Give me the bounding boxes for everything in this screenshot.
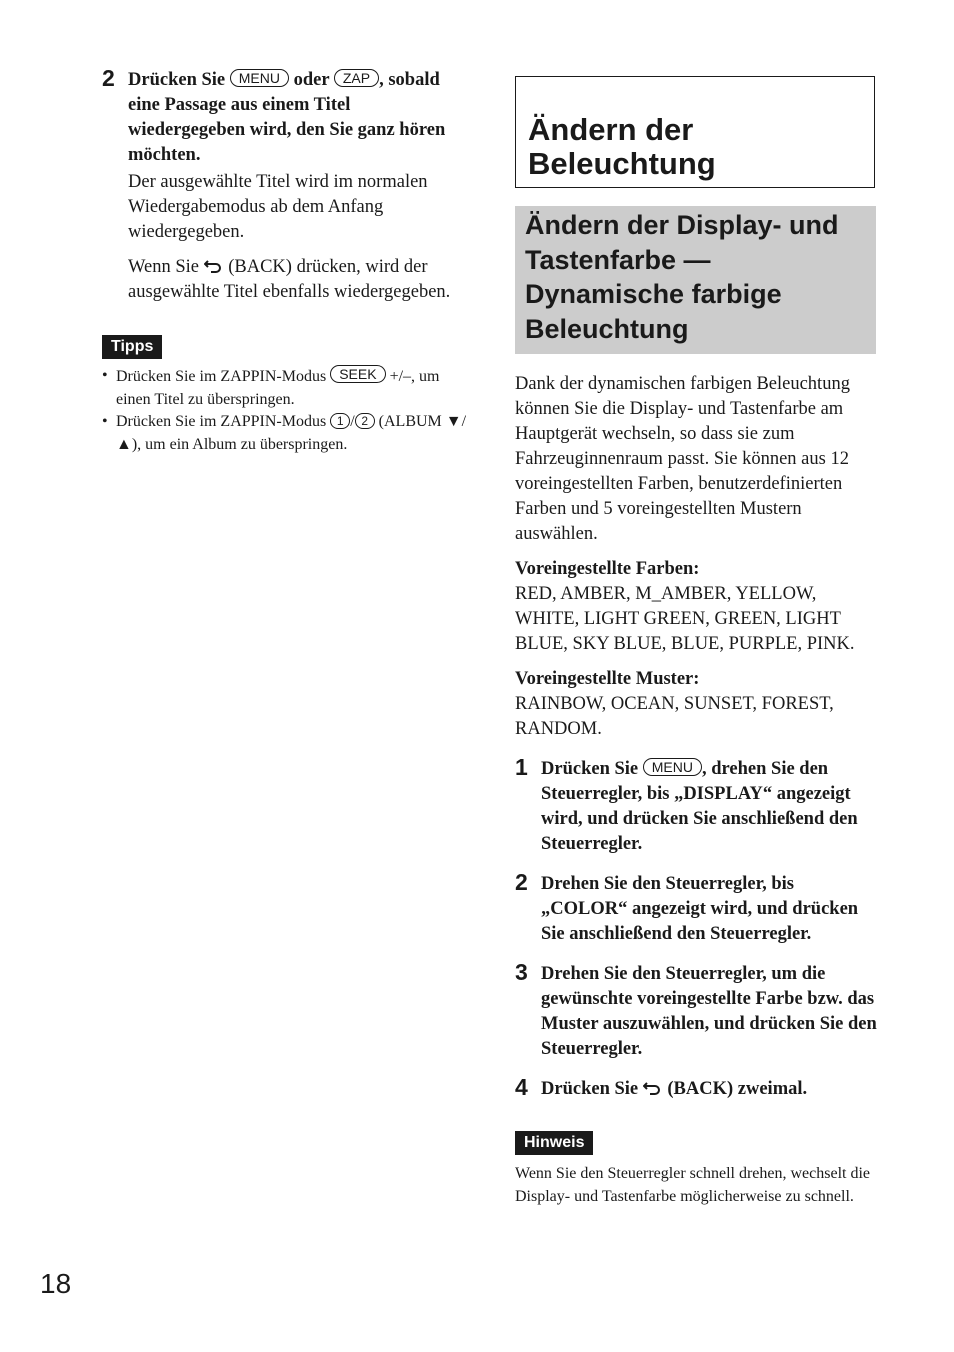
step-number: 2 — [515, 869, 528, 895]
back-icon — [643, 1080, 663, 1096]
tips-label: Tipps — [102, 335, 162, 359]
list-item: • Drücken Sie im ZAPPIN-Modus SEEK +/–, um einen Titel zu überspringen. — [102, 365, 472, 411]
page-title: Ändern der Beleuchtung — [528, 112, 716, 181]
menu-key-icon: MENU — [230, 69, 289, 87]
step-2-body: Der ausgewählte Titel wird im normalen Wiedergabemodus ab dem Anfang wiedergegeben. — [128, 172, 428, 242]
section-heading-band — [515, 206, 876, 354]
step-number: 3 — [515, 959, 528, 985]
note-section — [515, 1131, 877, 1208]
step-2: 2 Drehen Sie den Steuerregler, bis „COLOR“ angezeigt wird, und drücken Sie anschließend den Steuerregler. — [515, 869, 859, 944]
section-title: Ändern der Display- und Tastenfarbe — Dynamische farbige Beleuchtung — [525, 210, 839, 344]
note-label: Hinweis — [515, 1131, 593, 1155]
tips-list — [102, 365, 472, 456]
back-note: Wenn Sie (BACK) drücken, wird der ausgewählte Titel ebenfalls wiedergegeben. — [128, 257, 451, 302]
note-text: Wenn Sie den Steuerregler schnell drehen, wechselt die Display- und Tastenfarbe möglicherweise zu schnell. — [515, 1165, 871, 1205]
chapter-title-box — [515, 76, 875, 188]
step-number: 4 — [515, 1074, 528, 1100]
step-2 — [102, 65, 472, 305]
step-1: 1 Drücken Sie MENU , drehen Sie den Steuerregler, bis „DISPLAY“ angezeigt wird, und drücken Sie anschließend den Steuerregler. — [515, 754, 858, 854]
right-column — [515, 76, 877, 1208]
key-2-icon: 2 — [355, 413, 375, 429]
seek-key-icon: SEEK — [330, 365, 385, 383]
step-number: 1 — [515, 754, 528, 780]
preset-patterns — [515, 667, 877, 742]
list-item: • Drücken Sie im ZAPPIN-Modus 1 / 2 (ALBUM ▼/▲), um ein Album zu überspringen. — [102, 411, 472, 456]
preset-colors-label: Voreingestellte Farben: — [515, 559, 700, 579]
preset-colors-list: RED, AMBER, M_AMBER, YELLOW, WHITE, LIGHT GREEN, GREEN, LIGHT BLUE, SKY BLUE, BLUE, PURPLE, PINK. — [515, 584, 855, 654]
preset-patterns-list: RAINBOW, OCEAN, SUNSET, FOREST, RANDOM. — [515, 694, 834, 739]
tips-section — [102, 335, 472, 456]
page-number: 18 — [40, 1268, 72, 1299]
back-icon — [204, 258, 224, 274]
key-1-icon: 1 — [330, 413, 350, 429]
zap-key-icon: ZAP — [334, 69, 379, 87]
left-column — [102, 65, 472, 456]
step-number: 2 — [102, 65, 115, 91]
step-3: 3 Drehen Sie den Steuerregler, um die gewünschte voreingestellte Farbe bzw. das Muster auszuwählen, und drücken Sie den Steuerregler. — [515, 959, 877, 1059]
step-4: 4 Drücken Sie (BACK) zweimal. — [515, 1074, 808, 1100]
step-2-heading: Drücken Sie MENU oder ZAP , sobald eine Passage aus einem Titel wiedergegeben wird, den Sie ganz hören möchten. — [128, 70, 446, 165]
preset-colors — [515, 557, 877, 657]
intro-text: Dank der dynamischen farbigen Beleuchtung können Sie die Display- und Tastenfarbe am Hauptgerät wechseln, so dass sie zum Fahrzeuginnenraum passt. Sie können aus 12 voreingestellten Farben, benutzerdefinierten Farben und 5 voreingestellten Mustern auswählen. — [515, 374, 850, 544]
menu-key-icon: MENU — [643, 758, 702, 776]
preset-patterns-label: Voreingestellte Muster: — [515, 669, 700, 689]
